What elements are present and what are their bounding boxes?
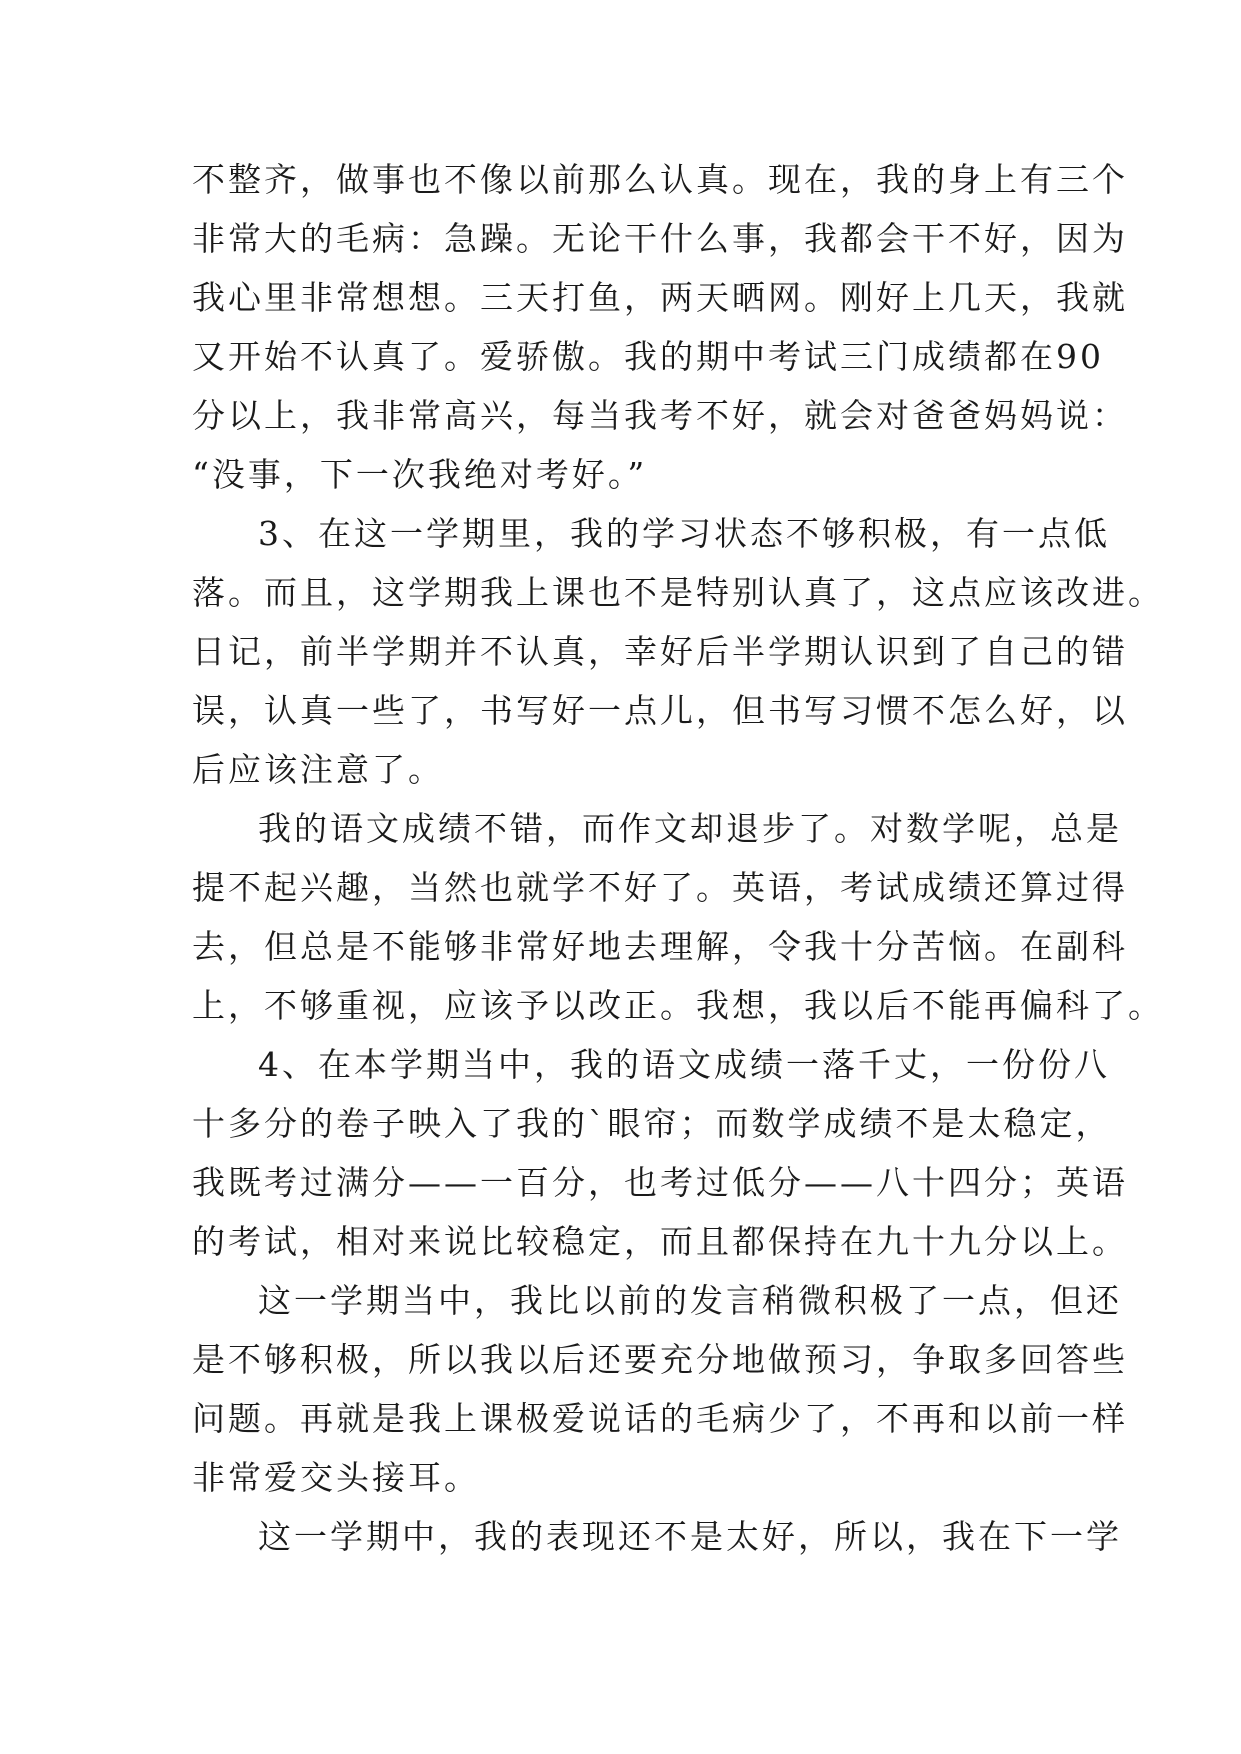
- text-line: 问题。再就是我上课极爱说话的毛病少了，不再和以前一样: [192, 1399, 1128, 1438]
- text-line: 上，不够重视，应该予以改正。我想，我以后不能再偏科了。: [192, 986, 1164, 1025]
- text-line: 不整齐，做事也不像以前那么认真。现在，我的身上有三个: [192, 160, 1128, 199]
- text-line: 提不起兴趣，当然也就学不好了。英语，考试成绩还算过得: [192, 868, 1128, 907]
- text-line: 误，认真一些了，书写好一点儿，但书写习惯不怎么好，以: [192, 691, 1128, 730]
- text-line: 我心里非常想想。三天打鱼，两天晒网。刚好上几天，我就: [192, 278, 1128, 317]
- text-line: 又开始不认真了。爱骄傲。我的期中考试三门成绩都在90: [192, 337, 1104, 376]
- text-line: 分以上，我非常高兴，每当我考不好，就会对爸爸妈妈说：: [192, 396, 1128, 435]
- text-line: 非常爱交头接耳。: [192, 1458, 480, 1497]
- text-line: 落。而且，这学期我上课也不是特别认真了，这点应该改进。: [192, 573, 1164, 612]
- text-line: 的考试，相对来说比较稳定，而且都保持在九十九分以上。: [192, 1222, 1128, 1261]
- text-line: 是不够积极，所以我以后还要充分地做预习，争取多回答些: [192, 1340, 1128, 1379]
- text-line: 后应该注意了。: [192, 750, 444, 789]
- text-line: 3、在这一学期里，我的学习状态不够积极，有一点低: [258, 514, 1110, 553]
- text-line: 4、在本学期当中，我的语文成绩一落千丈，一份份八: [258, 1045, 1110, 1084]
- text-line: 这一学期中，我的表现还不是太好，所以，我在下一学: [258, 1517, 1122, 1556]
- text-line: 非常大的毛病：急躁。无论干什么事，我都会干不好，因为: [192, 219, 1128, 258]
- text-line: 我既考过满分——一百分，也考过低分——八十四分；英语: [192, 1163, 1128, 1202]
- text-line: 我的语文成绩不错，而作文却退步了。对数学呢，总是: [258, 809, 1122, 848]
- text-line: 十多分的卷子映入了我的`眼帘；而数学成绩不是太稳定，: [192, 1104, 1112, 1143]
- text-line: 去，但总是不能够非常好地去理解，令我十分苦恼。在副科: [192, 927, 1128, 966]
- text-line: 这一学期当中，我比以前的发言稍微积极了一点，但还: [258, 1281, 1122, 1320]
- text-line: 日记，前半学期并不认真，幸好后半学期认识到了自己的错: [192, 632, 1128, 671]
- text-line: “没事，下一次我绝对考好。”: [192, 455, 648, 494]
- body-text: [192, 150, 1164, 1566]
